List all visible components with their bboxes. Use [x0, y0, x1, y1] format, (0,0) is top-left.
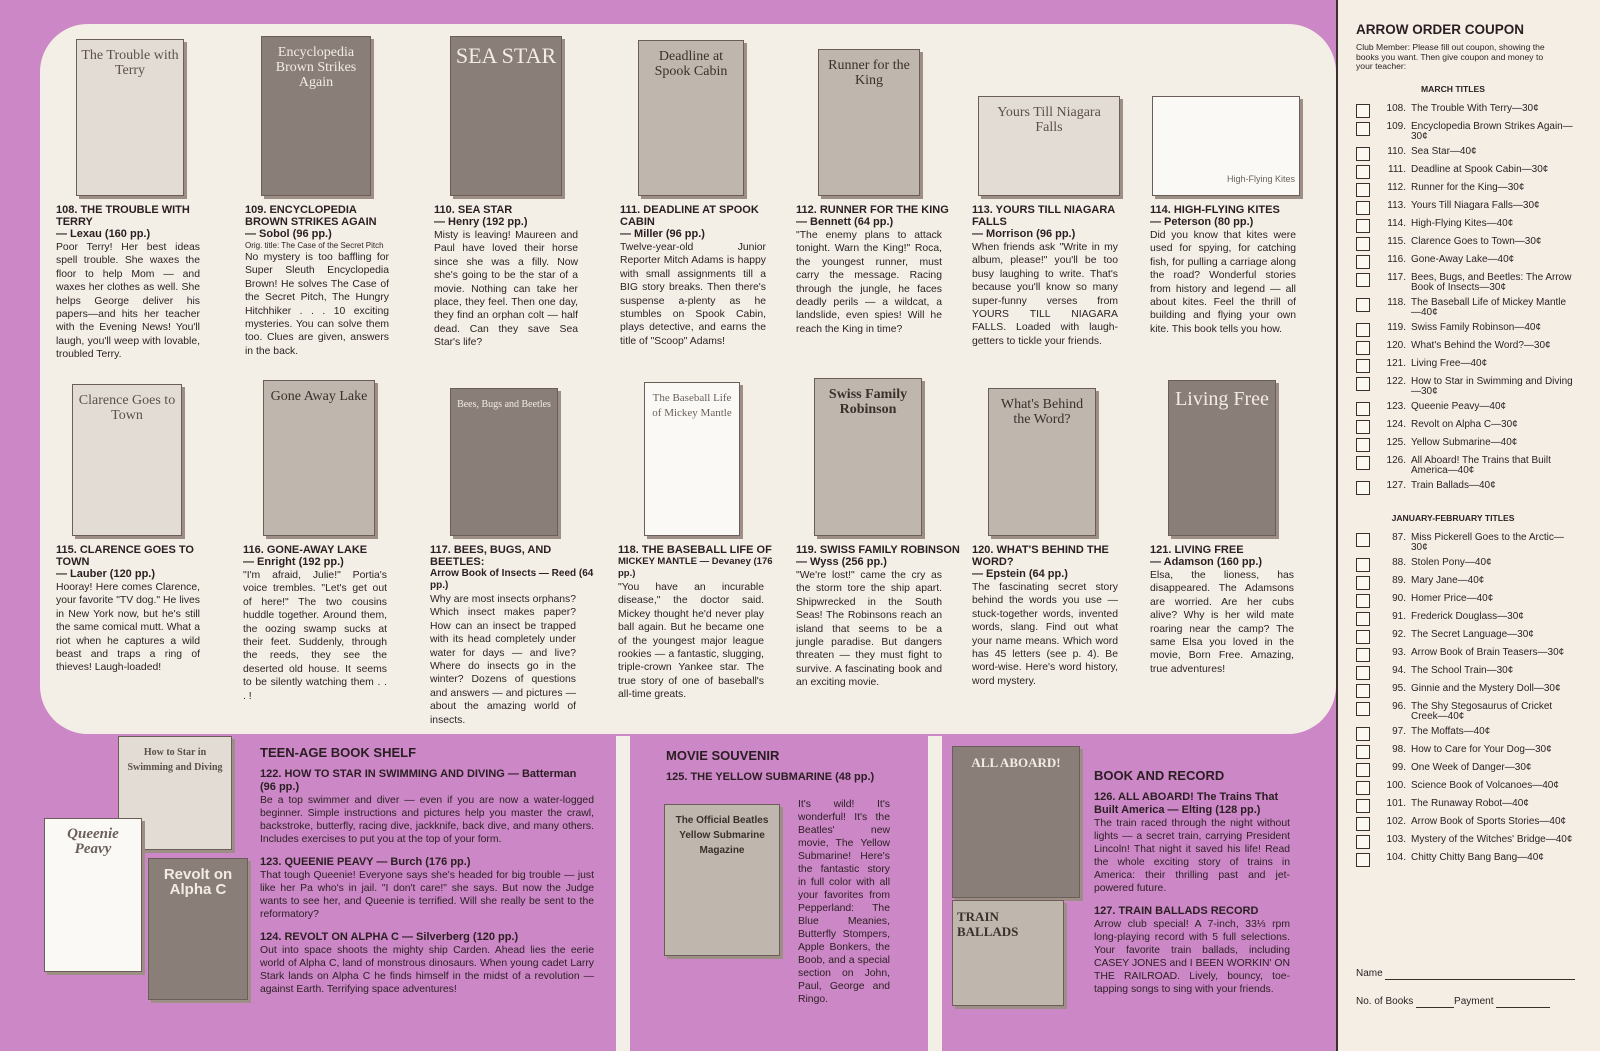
- coupon-row: [1356, 255, 1600, 269]
- title-number: 97.: [1392, 725, 1406, 737]
- checkbox[interactable]: [1356, 702, 1370, 716]
- coupon-row: [1356, 727, 1600, 741]
- coupon-row: [1356, 763, 1600, 777]
- book-cover: Encyclopedia Brown Strikes Again: [261, 36, 371, 196]
- checkbox[interactable]: [1356, 684, 1370, 698]
- title-number: 118.: [1387, 296, 1406, 308]
- coupon-row: [1356, 630, 1600, 644]
- section-heading: MOVIE SOUVENIR: [666, 748, 780, 763]
- coupon-row: [1356, 558, 1600, 572]
- title-label: The Baseball Life of Mickey Mantle—40¢: [1411, 296, 1567, 318]
- title-number: 121.: [1386, 357, 1406, 369]
- title-number: 123.: [1386, 400, 1406, 412]
- coupon-row: [1356, 377, 1600, 398]
- book-author: — Peterson (80 pp.): [1150, 216, 1254, 228]
- book-author: — Epstein (64 pp.): [972, 568, 1068, 580]
- book-cover: Swiss Family Robinson: [814, 378, 922, 536]
- checkbox[interactable]: [1356, 402, 1370, 416]
- march-titles-heading: MARCH TITLES: [1421, 83, 1485, 94]
- checkbox[interactable]: [1356, 219, 1370, 233]
- section-heading: BOOK AND RECORD: [1094, 768, 1225, 783]
- coupon-row: [1356, 183, 1600, 197]
- book-117: [430, 378, 600, 727]
- title-label: Encyclopedia Brown Strikes Again—30¢: [1411, 120, 1573, 142]
- title-label: Arrow Book of Sports Stories—40¢: [1411, 815, 1567, 827]
- book-cover: Yours Till Niagara Falls: [978, 96, 1120, 196]
- title-number: 127.: [1386, 479, 1406, 491]
- title-label: Swiss Family Robinson—40¢: [1411, 321, 1542, 333]
- checkbox[interactable]: [1356, 147, 1370, 161]
- coupon-form: [1356, 968, 1575, 1008]
- book-cover-126: ALL ABOARD!: [952, 746, 1080, 898]
- checkbox[interactable]: [1356, 104, 1370, 118]
- title-number: 102.: [1386, 815, 1406, 827]
- checkbox[interactable]: [1356, 763, 1370, 777]
- book-cover-125: The Official Beatles Yellow Submarine Magazine: [664, 804, 780, 956]
- checkbox[interactable]: [1356, 648, 1370, 662]
- book-description: Poor Terry! Her best ideas spell trouble. She waxes the floor to help Mom — and waxes her clothes as well. She helps George deliver his papers—and hits her teacher with the Evening News! You'll laugh, you'll weep with lovable, troubled Terry.: [56, 242, 200, 361]
- books-count-field[interactable]: [1416, 996, 1454, 1008]
- coupon-row: [1356, 402, 1600, 416]
- checkbox[interactable]: [1356, 727, 1370, 741]
- book-title: 108. THE TROUBLE WITH TERRY: [56, 204, 190, 228]
- checkbox[interactable]: [1356, 201, 1370, 215]
- book-description: Misty is leaving! Maureen and Paul have loved their horse since she was a filly. Now she's going to be the star of a movie. Nothing can take her place, they feel. Then one day, they find an orphan colt — half dead. Can they save Sea Star's life?: [434, 230, 578, 349]
- section-heading: TEEN-AGE BOOK SHELF: [260, 745, 417, 760]
- title-number: 116.: [1387, 253, 1406, 265]
- title-label: Yours Till Niagara Falls—30¢: [1411, 199, 1540, 211]
- book-cover: Living Free: [1168, 380, 1276, 536]
- checkbox[interactable]: [1356, 237, 1370, 251]
- title-number: 122.: [1386, 375, 1406, 387]
- book-116: [243, 378, 413, 703]
- title-label: All Aboard! The Trains that Built America—40¢: [1411, 454, 1551, 476]
- title-label: Arrow Book of Brain Teasers—30¢: [1411, 646, 1565, 658]
- book-description: "The enemy plans to attack tonight. Warn the King!" Roca, the youngest runner, must carry the message. Racing through the jungle, he faces deadly perils — a wildcat, a landslide, even spies! Will he reach the King in time?: [796, 230, 942, 335]
- book-cover: The Trouble with Terry: [76, 39, 184, 196]
- book-author: — Henry (192 pp.): [434, 216, 528, 228]
- book-120: [972, 378, 1142, 688]
- book-title: 116. GONE-AWAY LAKE: [243, 544, 368, 556]
- title-label: Yellow Submarine—40¢: [1411, 436, 1518, 448]
- book-cover: SEA STAR: [450, 36, 562, 196]
- checkbox[interactable]: [1356, 835, 1370, 849]
- coupon-row: [1356, 420, 1600, 434]
- book-author: — Wyss (256 pp.): [796, 556, 887, 568]
- jan-feb-titles-heading: JANUARY-FEBRUARY TITLES: [1391, 512, 1515, 523]
- books-count-label: No. of Books: [1356, 996, 1414, 1007]
- coupon-row: [1356, 219, 1600, 233]
- entry-description: That tough Queenie! Everyone says she's headed for big trouble — just like her Pa who's in jail. "I don't care!" she says. But now the Judge wants to see her, and Queenie is terrified. Will she really be sent to the reformatory?: [260, 870, 594, 920]
- book-cover: Bees, Bugs and Beetles: [450, 388, 558, 536]
- checkbox[interactable]: [1356, 481, 1370, 495]
- title-label: Revolt on Alpha C—30¢: [1411, 418, 1518, 430]
- teen-book-shelf: [260, 745, 594, 1006]
- book-author: MICKEY MANTLE — Devaney (176 pp.): [618, 556, 773, 579]
- title-label: Queenie Peavy—40¢: [1411, 400, 1507, 412]
- book-110: [434, 38, 604, 350]
- entry-title: 125. THE YELLOW SUBMARINE (48 pp.): [666, 771, 875, 783]
- title-number: 109.: [1386, 120, 1406, 132]
- checkbox[interactable]: [1356, 438, 1370, 452]
- title-label: What's Behind the Word?—30¢: [1411, 339, 1551, 351]
- checkbox[interactable]: [1356, 298, 1370, 312]
- book-119: [796, 378, 966, 690]
- title-label: Homer Price—40¢: [1411, 592, 1494, 604]
- coupon-row: [1356, 684, 1600, 698]
- book-cover: What's Behind the Word?: [988, 388, 1096, 536]
- checkbox[interactable]: [1356, 612, 1370, 626]
- book-cover: The Baseball Life of Mickey Mantle: [644, 382, 740, 536]
- book-description: Hooray! Here comes Clarence, your favorite "TV dog." He lives in New York now, but he's still the same comical mutt. What a riot when he captures a wild beast and traps a ring of thieves! Laugh-loaded!: [56, 582, 200, 674]
- coupon-row: [1356, 237, 1600, 251]
- book-title: 117. BEES, BUGS, AND BEETLES:: [430, 544, 552, 568]
- title-number: 112.: [1387, 181, 1406, 193]
- checkbox[interactable]: [1356, 558, 1370, 572]
- book-description: "You have an incurable disease," the doctor said. Mickey thought he'd never play ball again. But he became one of the youngest major league rookies — a fantastic, slugging, triple-crown Yankee star. The true story of one of baseball's all-time greats.: [618, 582, 764, 701]
- title-label: Frederick Douglass—30¢: [1411, 610, 1524, 622]
- coupon-row: [1356, 147, 1600, 161]
- coupon-row: [1356, 438, 1600, 452]
- coupon-row: [1356, 594, 1600, 608]
- title-label: Sea Star—40¢: [1411, 145, 1477, 157]
- entry-description: Arrow club special! A 7-inch, 33⅓ rpm long-playing record with 5 full selections. Your favorite train ballads, including CASEY JONES and I BEEN WORKIN' ON THE RAILROAD. Lively, bouncy, toe-tapping songs to sing with your friends.: [1094, 919, 1290, 995]
- payment-label: Payment: [1454, 996, 1494, 1007]
- book-cover: High-Flying Kites: [1152, 96, 1300, 196]
- book-112: [796, 38, 966, 336]
- book-title: 110. SEA STAR: [434, 204, 513, 216]
- checkbox[interactable]: [1356, 630, 1370, 644]
- coupon-row: [1356, 702, 1600, 723]
- title-number: 120.: [1386, 339, 1406, 351]
- entry-title: 127. TRAIN BALLADS RECORD: [1094, 905, 1259, 917]
- title-label: The Moffats—40¢: [1411, 725, 1491, 737]
- entry-title: 122. HOW TO STAR IN SWIMMING AND DIVING — Batterman (96 pp.): [260, 768, 577, 793]
- title-number: 89.: [1392, 574, 1406, 586]
- checkbox[interactable]: [1356, 594, 1370, 608]
- book-author: — Lauber (120 pp.): [56, 568, 156, 580]
- title-label: The Runaway Robot—40¢: [1411, 797, 1529, 809]
- title-number: 103.: [1386, 833, 1406, 845]
- book-title: 109. ENCYCLOPEDIA BROWN STRIKES AGAIN: [245, 204, 377, 228]
- coupon-row: [1356, 576, 1600, 590]
- coupon-row: [1356, 122, 1600, 143]
- book-description: No mystery is too baffling for Super Sleuth Encyclopedia Brown! He solves The Case of the Secret Pitch, The Hungry Hitchhiker . . . 10 exciting mysteries. You can solve them too. Clues are given, answers in the back.: [245, 252, 389, 357]
- record-cover-127: TRAIN BALLADS: [952, 900, 1064, 1006]
- title-number: 100.: [1386, 779, 1406, 791]
- book-author: — Miller (96 pp.): [620, 228, 705, 240]
- checkbox[interactable]: [1356, 576, 1370, 590]
- book-author: Arrow Book of Insects — Reed (64 pp.): [430, 568, 594, 591]
- title-number: 87.: [1392, 531, 1406, 543]
- checkbox[interactable]: [1356, 799, 1370, 813]
- title-label: One Week of Danger—30¢: [1411, 761, 1532, 773]
- book-description: "I'm afraid, Julie!" Portia's voice trembles. "Let's get out of here!" The two cousins huddle together. Around them, the oozing swamp sucks at their feet. Suddenly, through the reeds, they see the deserted old house. It seems to be silently watching them . . . !: [243, 570, 387, 702]
- title-number: 93.: [1392, 646, 1406, 658]
- coupon-row: [1356, 273, 1600, 294]
- title-number: 88.: [1392, 556, 1406, 568]
- book-description: Why are most insects orphans? Which insect makes paper? How can an insect be trapped with its head completely under water for days — and live? Where do insects go in the winter? Dozens of questions and answers — and pictures — about the amazing world of insects.: [430, 594, 576, 726]
- coupon-row: [1356, 165, 1600, 179]
- coupon-row: [1356, 481, 1600, 495]
- book-description: Did you know that kites were used for spying, for catching fish, for pulling a carriage along the road? Wonderful stories from history and legend — all about kites. Feel the thrill of building and flying your own kite. This book tells you how.: [1150, 230, 1296, 335]
- name-label: Name: [1356, 968, 1383, 979]
- book-author: — Enright (192 pp.): [243, 556, 344, 568]
- title-number: 125.: [1386, 436, 1406, 448]
- coupon-row: [1356, 323, 1600, 337]
- title-number: 99.: [1392, 761, 1406, 773]
- title-number: 111.: [1388, 163, 1406, 175]
- title-label: Chitty Chitty Bang Bang—40¢: [1411, 851, 1544, 863]
- title-number: 114.: [1387, 217, 1406, 229]
- checkbox[interactable]: [1356, 183, 1370, 197]
- book-cover: Clarence Goes to Town: [72, 384, 182, 536]
- book-cover: Gone Away Lake: [263, 380, 375, 536]
- book-title: 115. CLARENCE GOES TO TOWN: [56, 544, 194, 568]
- title-number: 96.: [1392, 700, 1406, 712]
- title-label: Miss Pickerell Goes to the Arctic—30¢: [1411, 531, 1564, 553]
- coupon-row: [1356, 201, 1600, 215]
- coupon-row: [1356, 648, 1600, 662]
- book-description: Elsa, the lioness, has disappeared. The Adamsons are worried. Are her cubs alive? Why is her wild mate roaring near the camp? The same Elsa you loved in the movie, Born Free. Amazing, true adventures!: [1150, 570, 1294, 675]
- coupon-row: [1356, 612, 1600, 626]
- title-number: 90.: [1392, 592, 1406, 604]
- entry-description: Be a top swimmer and diver — even if you are now a water-logged beginner. Simple instructions and pictures help you master the crawl, backstroke, butterfly, racing dive, jackknife, back dive, and many others. Includes exercises to put you at the top of your form.: [260, 795, 594, 845]
- coupon-row: [1356, 799, 1600, 813]
- entry-title: 126. ALL ABOARD! The Trains That Built America — Elting (128 pp.): [1094, 791, 1279, 816]
- jan-feb-titles-list: [1338, 533, 1600, 867]
- checkbox[interactable]: [1356, 255, 1370, 269]
- coupon-instructions: Club Member: Please fill out coupon, showing the books you want. Then give coupon and money to your teacher:: [1356, 42, 1545, 71]
- coupon-row: [1356, 781, 1600, 795]
- coupon-row: [1356, 853, 1600, 867]
- book-title: 112. RUNNER FOR THE KING: [796, 204, 949, 216]
- name-field[interactable]: [1385, 968, 1575, 980]
- book-109: [245, 38, 415, 358]
- title-number: 110.: [1387, 145, 1406, 157]
- title-number: 101.: [1386, 797, 1406, 809]
- title-number: 94.: [1392, 664, 1406, 676]
- book-108: [56, 38, 226, 362]
- checkbox[interactable]: [1356, 745, 1370, 759]
- title-label: Train Ballads—40¢: [1411, 479, 1496, 491]
- book-description: The fascinating secret story behind the words you use — stuck-together words, invented words, slang. Find out what your name means. Which word has 45 letters (see p. 4). Be word-wise. Here's word history, word mystery.: [972, 582, 1118, 687]
- title-label: Science Book of Volcanoes—40¢: [1411, 779, 1559, 791]
- coupon-row: [1356, 666, 1600, 680]
- checkbox[interactable]: [1356, 165, 1370, 179]
- checkbox[interactable]: [1356, 377, 1370, 391]
- title-number: 126.: [1386, 454, 1406, 466]
- checkbox[interactable]: [1356, 853, 1370, 867]
- book-111: [620, 38, 790, 348]
- title-number: 113.: [1387, 199, 1406, 211]
- section-divider: [928, 736, 942, 1051]
- title-label: The Trouble With Terry—30¢: [1411, 102, 1539, 114]
- book-cover: Deadline at Spook Cabin: [638, 40, 744, 196]
- title-number: 124.: [1386, 418, 1406, 430]
- coupon-heading: ARROW ORDER COUPON: [1356, 22, 1524, 37]
- title-label: Stolen Pony—40¢: [1411, 556, 1492, 568]
- entry-title: 124. REVOLT ON ALPHA C — Silverberg (120 pp.): [260, 931, 519, 943]
- entry-description: The train raced through the night without lights — a secret train, carrying President Lincoln! That night it saved his life! Read the whole exciting story of trains in America: their thrilling past and jet-powered future.: [1094, 818, 1290, 894]
- book-118: [618, 378, 788, 702]
- book-115: [56, 378, 226, 675]
- entry-description: It's wild! It's wonderful! It's the Beatles' new movie, The Yellow Submarine! Here's the fantastic story in full color with all your favorites from Pepperland: The Blue Meanies, Butterfly Stompers, Apple Bonkers, the Boob, and a special section on John, Paul, George and Ringo.: [798, 799, 890, 1005]
- book-cover-124: Revolt on Alpha C: [148, 858, 248, 1000]
- book-title: 120. WHAT'S BEHIND THE WORD?: [972, 544, 1109, 568]
- title-label: The Secret Language—30¢: [1411, 628, 1534, 640]
- section-divider: [616, 736, 630, 1051]
- title-label: The School Train—30¢: [1411, 664, 1514, 676]
- title-number: 91.: [1392, 610, 1406, 622]
- title-number: 117.: [1387, 271, 1406, 283]
- book-cover-122: How to Star in Swimming and Diving: [118, 736, 232, 850]
- entry-description: Out into space shoots the mighty ship Carden. Ahead lies the eerie world of Alpha C, land of monstrous dinosaurs. When young cadet Larry Stark lands on Alpha C he finds himself in the midst of a revolution — against Earth. Terrifying space adventures!: [260, 945, 594, 995]
- coupon-row: [1356, 341, 1600, 355]
- book-title: 113. YOURS TILL NIAGARA FALLS: [972, 204, 1115, 228]
- book-description: "We're lost!" came the cry as the storm tore the ship apart. Shipwrecked in the South Seas! The Robinsons reach an island that seems to be a jungle paradise. But dangers threaten — they must fight to survive. A fascinating book and an exciting movie.: [796, 570, 942, 689]
- checkbox[interactable]: [1356, 359, 1370, 373]
- book-cover: Runner for the King: [818, 49, 920, 196]
- book-113: [972, 38, 1142, 348]
- checkbox[interactable]: [1356, 341, 1370, 355]
- title-label: Bees, Bugs, and Beetles: The Arrow Book of Insects—30¢: [1411, 271, 1572, 293]
- book-author: — Morrison (96 pp.): [972, 228, 1076, 240]
- coupon-row: [1356, 835, 1600, 849]
- title-number: 92.: [1392, 628, 1406, 640]
- order-coupon: [1336, 0, 1600, 1051]
- title-number: 98.: [1392, 743, 1406, 755]
- book-and-record: [1094, 768, 1290, 1006]
- title-label: High-Flying Kites—40¢: [1411, 217, 1514, 229]
- march-titles-list: [1338, 104, 1600, 495]
- title-label: Runner for the King—30¢: [1411, 181, 1525, 193]
- book-author: — Lexau (160 pp.): [56, 228, 151, 240]
- title-number: 108.: [1386, 102, 1406, 114]
- title-label: Mystery of the Witches' Bridge—40¢: [1411, 833, 1573, 845]
- book-121: [1150, 378, 1320, 676]
- checkbox[interactable]: [1356, 323, 1370, 337]
- title-number: 115.: [1387, 235, 1406, 247]
- book-author: — Bennett (64 pp.): [796, 216, 894, 228]
- coupon-row: [1356, 533, 1600, 554]
- checkbox[interactable]: [1356, 420, 1370, 434]
- book-114: [1150, 38, 1320, 336]
- checkbox[interactable]: [1356, 781, 1370, 795]
- payment-field[interactable]: [1496, 996, 1550, 1008]
- title-label: Ginnie and the Mystery Doll—30¢: [1411, 682, 1561, 694]
- coupon-row: [1356, 456, 1600, 477]
- title-number: 119.: [1387, 321, 1406, 333]
- checkbox[interactable]: [1356, 122, 1370, 136]
- book-description: Twelve-year-old Junior Reporter Mitch Adams is happy with small assignments till a BIG story breaks. Then there's suspense a-plenty as he stumbles on Spook Cabin, plays detective, and earns the title of "Scoop" Adams!: [620, 242, 766, 347]
- title-label: How to Star in Swimming and Diving—30¢: [1411, 375, 1573, 397]
- checkbox[interactable]: [1356, 456, 1370, 470]
- coupon-row: [1356, 817, 1600, 831]
- title-label: Deadline at Spook Cabin—30¢: [1411, 163, 1549, 175]
- title-label: How to Care for Your Dog—30¢: [1411, 743, 1552, 755]
- checkbox[interactable]: [1356, 666, 1370, 680]
- title-number: 95.: [1392, 682, 1406, 694]
- book-title: 121. LIVING FREE: [1150, 544, 1244, 556]
- book-author: — Sobol (96 pp.): [245, 228, 332, 240]
- book-title: 114. HIGH-FLYING KITES: [1150, 204, 1280, 216]
- movie-souvenir: [666, 748, 916, 792]
- title-label: Gone-Away Lake—40¢: [1411, 253, 1515, 265]
- book-title: 111. DEADLINE AT SPOOK CABIN: [620, 204, 759, 228]
- title-label: Clarence Goes to Town—30¢: [1411, 235, 1542, 247]
- entry-title: 123. QUEENIE PEAVY — Burch (176 pp.): [260, 856, 471, 868]
- book-cover-123: Queenie Peavy: [44, 818, 142, 972]
- coupon-row: [1356, 298, 1600, 319]
- title-label: The Shy Stegosaurus of Cricket Creek—40¢: [1411, 700, 1553, 722]
- checkbox[interactable]: [1356, 533, 1370, 547]
- coupon-row: [1356, 359, 1600, 373]
- book-title: 119. SWISS FAMILY ROBINSON: [796, 544, 960, 556]
- book-author: — Adamson (160 pp.): [1150, 556, 1263, 568]
- book-original-title: Orig. title: The Case of the Secret Pitch: [245, 241, 384, 250]
- checkbox[interactable]: [1356, 817, 1370, 831]
- coupon-row: [1356, 745, 1600, 759]
- book-description: When friends ask "Write in my album, please!" you'll be too busy laughing to write. That's because you'll know so many super-funny verses from YOURS TILL NIAGARA FALLS. Loaded with laugh-getters to tickle your friends.: [972, 242, 1118, 347]
- book-title: 118. THE BASEBALL LIFE OF: [618, 544, 772, 556]
- checkbox[interactable]: [1356, 273, 1370, 287]
- title-number: 104.: [1386, 851, 1406, 863]
- coupon-row: [1356, 104, 1600, 118]
- title-label: Living Free—40¢: [1411, 357, 1488, 369]
- title-label: Mary Jane—40¢: [1411, 574, 1485, 586]
